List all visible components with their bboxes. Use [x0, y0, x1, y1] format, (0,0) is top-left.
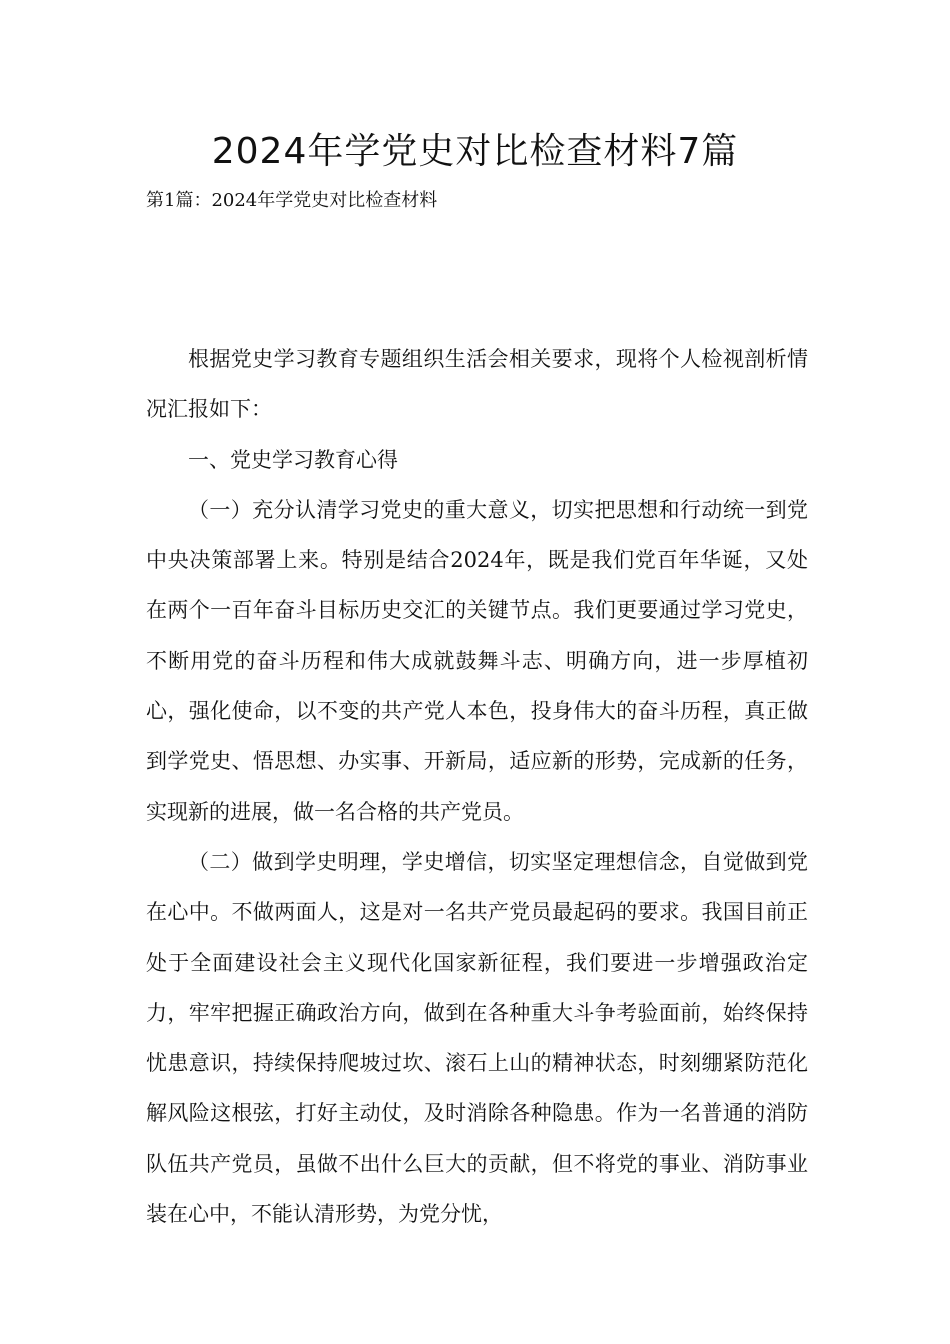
document-subtitle: 第1篇：2024年学党史对比检查材料 — [146, 190, 438, 211]
paragraph-point-1: （一）充分认清学习党史的重大意义，切实把思想和行动统一到党中央决策部署上来。特别是结合2024年，既是我们党百年华诞，又处在两个一百年奋斗目标历史交汇的关键节点。我们更要通过学习党史，不断用党的奋斗历程和伟大成就鼓舞斗志、明确方向，进一步厚植初心，强化使命，以不变的共产党人本色，投身伟大的奋斗历程，真正做到学党史、悟思想、办实事、开新局，适应新的形势，完成新的任务，实现新的进展，做一名合格的共产党员。 — [146, 497, 808, 824]
section-heading: 一、党史学习教育心得 — [188, 447, 398, 472]
paragraph-point-2: （二）做到学史明理，学史增信，切实坚定理想信念，自觉做到党在心中。不做两面人，这是对一名共产党员最起码的要求。我国目前正处于全面建设社会主义现代化国家新征程，我们要进一步增强政治定力，牢牢把握正确政治方向，做到在各种重大斗争考验面前，始终保持忧患意识，持续保持爬坡过坎、滚石上山的精神状态，时刻绷紧防范化解风险这根弦，打好主动仗，及时消除各种隐患。作为一名普通的消防队伍共产党员，虽做不出什么巨大的贡献，但不将党的事业、消防事业装在心中，不能认清形势，为党分忧， — [146, 849, 808, 1227]
paragraph-intro: 根据党史学习教育专题组织生活会相关要求，现将个人检视剖析情况汇报如下： — [146, 347, 808, 422]
document-body — [146, 334, 808, 1239]
document-title: 2024年学党史对比检查材料7篇 — [211, 131, 739, 172]
